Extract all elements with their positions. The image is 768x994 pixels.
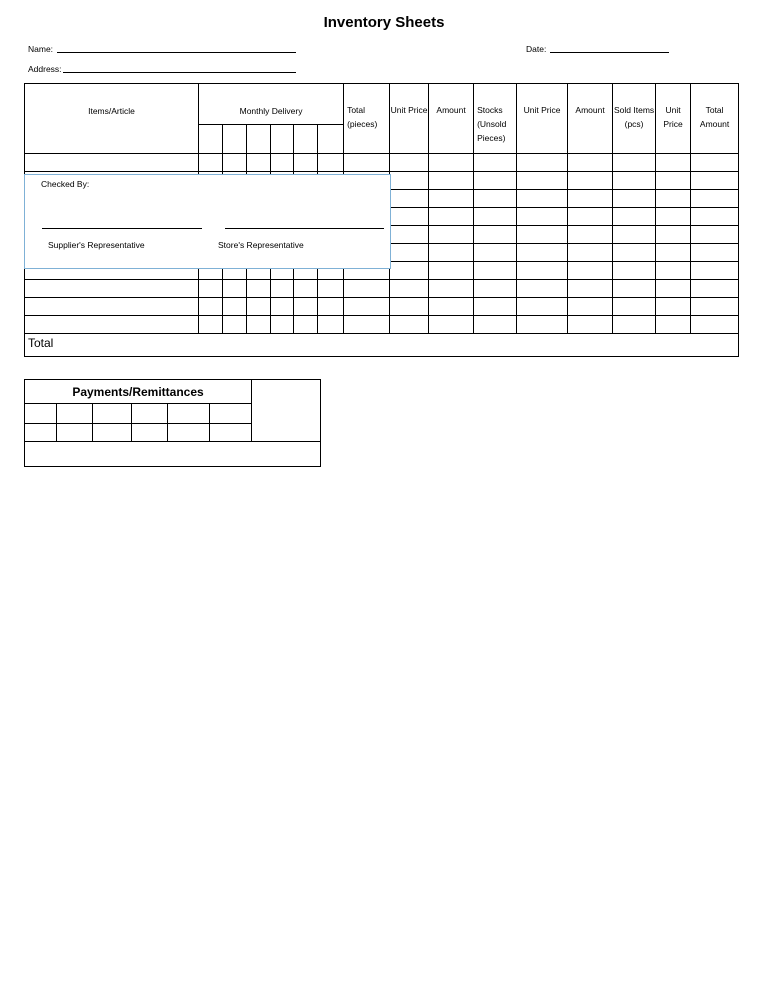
table-cell[interactable] <box>390 154 429 172</box>
table-cell[interactable] <box>318 298 344 316</box>
table-row <box>25 298 739 316</box>
table-cell[interactable] <box>517 154 568 172</box>
payments-cell[interactable] <box>25 424 57 442</box>
table-cell[interactable] <box>390 280 429 298</box>
checked-by-box <box>24 174 391 269</box>
table-cell[interactable] <box>568 226 613 244</box>
table-cell[interactable] <box>199 316 223 334</box>
table-cell[interactable] <box>656 172 691 190</box>
table-cell[interactable] <box>223 298 247 316</box>
table-cell[interactable] <box>429 190 474 208</box>
table-cell[interactable] <box>517 172 568 190</box>
table-cell[interactable] <box>656 208 691 226</box>
store-rep-label: Store's Representative <box>218 240 304 250</box>
table-cell[interactable] <box>568 172 613 190</box>
delivery-subcol <box>199 125 223 154</box>
col-header-monthly-delivery: Monthly Delivery <box>199 84 344 125</box>
total-row-label: Total <box>25 334 739 357</box>
table-cell[interactable] <box>344 154 390 172</box>
delivery-subcol <box>271 125 294 154</box>
table-cell[interactable] <box>613 154 656 172</box>
table-cell[interactable] <box>517 208 568 226</box>
payments-table <box>24 379 321 467</box>
table-cell[interactable] <box>271 298 294 316</box>
name-field[interactable] <box>57 52 296 53</box>
table-cell[interactable] <box>390 316 429 334</box>
table-cell[interactable] <box>474 298 517 316</box>
table-cell[interactable] <box>429 244 474 262</box>
checked-by-label: Checked By: <box>41 179 90 189</box>
table-cell[interactable] <box>691 154 739 172</box>
table-cell[interactable] <box>474 208 517 226</box>
table-cell[interactable] <box>294 298 318 316</box>
table-cell[interactable] <box>517 262 568 280</box>
table-cell[interactable] <box>318 154 344 172</box>
col-header-unit-price: Unit Price <box>390 84 429 154</box>
table-cell[interactable] <box>613 172 656 190</box>
table-cell[interactable] <box>390 244 429 262</box>
payments-footer-cell <box>25 442 321 467</box>
payments-cell[interactable] <box>210 424 252 442</box>
table-cell[interactable] <box>656 244 691 262</box>
supplier-rep-label: Supplier's Representative <box>48 240 145 250</box>
table-cell[interactable] <box>390 226 429 244</box>
payments-cell[interactable] <box>57 404 93 424</box>
table-cell[interactable] <box>318 280 344 298</box>
table-cell[interactable] <box>429 262 474 280</box>
table-cell[interactable] <box>656 190 691 208</box>
table-cell[interactable] <box>474 172 517 190</box>
date-field[interactable] <box>550 52 669 53</box>
table-cell[interactable] <box>199 298 223 316</box>
table-cell[interactable] <box>691 316 739 334</box>
table-cell[interactable] <box>474 244 517 262</box>
table-cell[interactable] <box>271 154 294 172</box>
table-row <box>25 316 739 334</box>
col-header-stocks: Stocks (Unsold Pieces) <box>474 84 517 154</box>
table-cell[interactable] <box>691 262 739 280</box>
table-cell[interactable] <box>271 316 294 334</box>
table-cell[interactable] <box>344 298 390 316</box>
name-label: Name: <box>28 44 54 54</box>
table-cell[interactable] <box>474 190 517 208</box>
table-cell[interactable] <box>691 298 739 316</box>
table-cell[interactable] <box>223 154 247 172</box>
payments-cell[interactable] <box>93 404 132 424</box>
table-cell[interactable] <box>429 208 474 226</box>
table-cell[interactable] <box>568 208 613 226</box>
table-cell[interactable] <box>271 280 294 298</box>
delivery-subcol <box>318 125 344 154</box>
table-cell[interactable] <box>474 262 517 280</box>
col-header-amount-2: Amount <box>568 84 613 154</box>
col-header-sold-items: Sold Items (pcs) <box>613 84 656 154</box>
table-cell[interactable] <box>568 280 613 298</box>
table-cell[interactable] <box>656 280 691 298</box>
table-cell[interactable] <box>613 316 656 334</box>
table-cell[interactable] <box>691 190 739 208</box>
table-cell[interactable] <box>691 244 739 262</box>
table-cell[interactable] <box>429 280 474 298</box>
col-header-unit-price-2: Unit Price <box>517 84 568 154</box>
table-cell[interactable] <box>294 154 318 172</box>
address-field[interactable] <box>63 72 296 73</box>
table-cell[interactable] <box>429 172 474 190</box>
payments-side-cell <box>252 380 321 442</box>
table-cell[interactable] <box>517 226 568 244</box>
table-cell[interactable] <box>568 316 613 334</box>
table-cell[interactable] <box>568 154 613 172</box>
table-cell[interactable] <box>390 190 429 208</box>
table-cell[interactable] <box>691 280 739 298</box>
table-cell[interactable] <box>568 262 613 280</box>
table-cell[interactable] <box>294 280 318 298</box>
table-cell[interactable] <box>613 262 656 280</box>
table-cell[interactable] <box>613 298 656 316</box>
table-cell[interactable] <box>613 190 656 208</box>
table-cell[interactable] <box>223 280 247 298</box>
table-cell[interactable] <box>517 316 568 334</box>
table-cell[interactable] <box>474 154 517 172</box>
page-title: Inventory Sheets <box>323 14 445 31</box>
table-cell[interactable] <box>613 244 656 262</box>
table-row <box>25 280 739 298</box>
payments-cell[interactable] <box>25 404 57 424</box>
payments-cell[interactable] <box>93 424 132 442</box>
payments-cell[interactable] <box>210 404 252 424</box>
table-cell[interactable] <box>613 226 656 244</box>
table-cell[interactable] <box>390 262 429 280</box>
payments-cell[interactable] <box>132 424 168 442</box>
table-cell[interactable] <box>25 316 199 334</box>
table-cell[interactable] <box>691 172 739 190</box>
table-cell[interactable] <box>474 280 517 298</box>
table-cell[interactable] <box>691 208 739 226</box>
table-cell[interactable] <box>429 226 474 244</box>
table-row <box>25 154 739 172</box>
table-cell[interactable] <box>247 298 271 316</box>
store-signature-line[interactable] <box>225 228 384 229</box>
table-cell[interactable] <box>294 316 318 334</box>
payments-cell[interactable] <box>168 404 210 424</box>
table-cell[interactable] <box>656 262 691 280</box>
table-cell[interactable] <box>613 208 656 226</box>
table-cell[interactable] <box>656 226 691 244</box>
table-cell[interactable] <box>247 280 271 298</box>
col-header-total-amount: Total Amount <box>691 84 739 154</box>
table-cell[interactable] <box>517 244 568 262</box>
table-cell[interactable] <box>474 316 517 334</box>
delivery-subcol <box>294 125 318 154</box>
table-cell[interactable] <box>247 154 271 172</box>
payments-cell[interactable] <box>57 424 93 442</box>
table-cell[interactable] <box>25 298 199 316</box>
payments-cell[interactable] <box>132 404 168 424</box>
table-cell[interactable] <box>517 280 568 298</box>
table-cell[interactable] <box>656 316 691 334</box>
delivery-subcol <box>247 125 271 154</box>
table-cell[interactable] <box>247 316 271 334</box>
table-cell[interactable] <box>568 298 613 316</box>
table-cell[interactable] <box>429 316 474 334</box>
table-cell[interactable] <box>390 172 429 190</box>
date-label: Date: <box>526 44 547 54</box>
table-cell[interactable] <box>691 226 739 244</box>
payments-cell[interactable] <box>168 424 210 442</box>
col-header-total-pieces: Total (pieces) <box>344 84 390 154</box>
table-cell[interactable] <box>568 190 613 208</box>
col-header-amount: Amount <box>429 84 474 154</box>
table-cell[interactable] <box>390 298 429 316</box>
table-cell[interactable] <box>25 154 199 172</box>
table-cell[interactable] <box>656 298 691 316</box>
table-cell[interactable] <box>613 280 656 298</box>
table-cell[interactable] <box>474 226 517 244</box>
table-cell[interactable] <box>318 316 344 334</box>
col-header-items: Items/Article <box>25 84 199 154</box>
table-cell[interactable] <box>344 316 390 334</box>
table-cell[interactable] <box>517 298 568 316</box>
col-header-unit-price-3: Unit Price <box>656 84 691 154</box>
delivery-subcol <box>223 125 247 154</box>
table-cell[interactable] <box>517 190 568 208</box>
table-cell[interactable] <box>429 154 474 172</box>
table-cell[interactable] <box>390 208 429 226</box>
address-label: Address: <box>28 64 62 74</box>
table-cell[interactable] <box>656 154 691 172</box>
supplier-signature-line[interactable] <box>42 228 202 229</box>
table-cell[interactable] <box>25 280 199 298</box>
table-cell[interactable] <box>568 244 613 262</box>
table-cell[interactable] <box>199 280 223 298</box>
table-cell[interactable] <box>223 316 247 334</box>
table-cell[interactable] <box>199 154 223 172</box>
table-cell[interactable] <box>344 280 390 298</box>
payments-title: Payments/Remittances <box>25 380 252 404</box>
table-cell[interactable] <box>429 298 474 316</box>
